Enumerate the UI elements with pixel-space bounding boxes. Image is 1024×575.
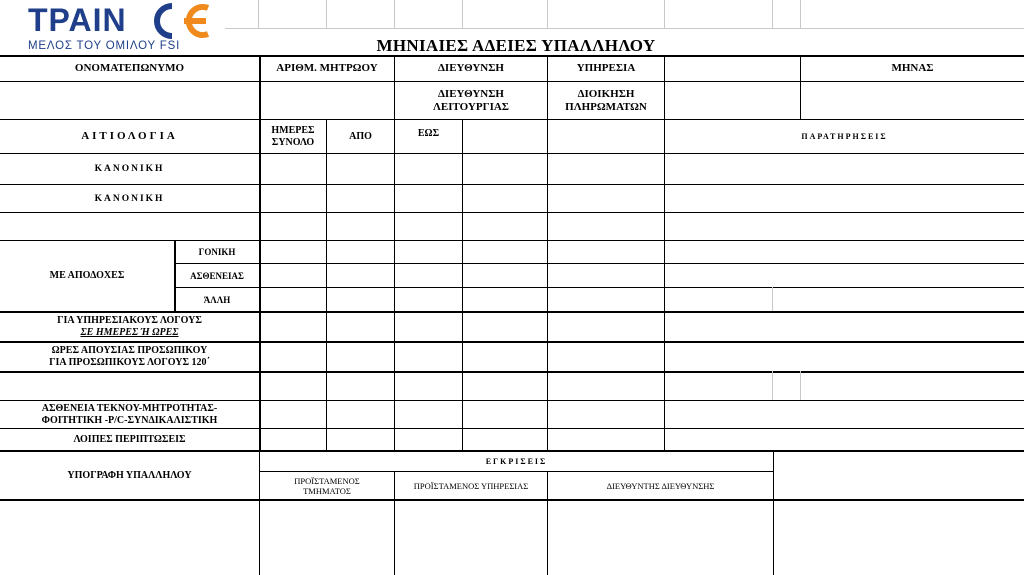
logo-mark-icon [152,2,212,40]
service-head-label: ΠΡΟΪΣΤΑΜΕΝΟΣ ΥΠΗΡΕΣΙΑΣ [413,480,529,491]
child-illness-line-1: ΑΣΘΕΝΕΙΑ ΤΕΚΝΟΥ-ΜΗΤΡΟΤΗΤΑΣ- [41,402,218,414]
days-total-header: ΗΜΕΡΕΣ ΣΥΝΟΛΟ [271,124,315,148]
personal-absence-label [0,343,259,371]
approvals-header: ΕΓΚΡΙΣΕΙΣ [485,457,548,466]
dept-head-label: ΠΡΟΪΣΤΑΜΕΝΟΣ ΤΜΗΜΑΤΟΣ [294,475,360,496]
month-field[interactable] [801,82,1024,119]
employee-signature-label: ΥΠΟΓΡΑΦΗ ΥΠΑΛΛΗΛΟΥ [67,469,192,481]
other-leave-label: ΆΛΛΗ [203,294,231,305]
service-header: ΥΠΗΡΕΣΙΑ [576,62,636,74]
logo-tagline: ΜΕΛΟΣ ΤΟΥ ΟΜΙΛΟΥ FSI [28,40,181,52]
name-field[interactable] [0,82,259,119]
regular-leave-row-2: ΚΑΝΟΝΙΚΗ [94,193,165,204]
dept-head-signature-box[interactable] [260,501,394,575]
regular-leave-row-1: ΚΑΝΟΝΙΚΗ [94,164,165,174]
service-reasons-line-1: ΓΙΑ ΥΠΗΡΕΣΙΑΚΟΥΣ ΛΟΓΟΥΣ [57,315,202,326]
month-header: ΜΗΝΑΣ [891,62,934,74]
directorate-value: ΔΙΕΥΘΥΝΣΗ ΛΕΙΤΟΥΡΓΙΑΣ [433,87,509,113]
logo-brand-text: ΤΡΑΙΝ [28,2,127,38]
personal-absence-line-1: ΩΡΕΣ ΑΠΟΥΣΙΑΣ ΠΡΟΣΩΠΙΚΟΥ [51,345,208,356]
child-illness-line-2: ΦΟΙΤΗΤΙΚΗ -Ρ/C-ΣΥΝΔΙΚΑΛΙΣΤΙΚΗ [41,414,218,426]
from-date-header: ΑΠΟ [349,130,372,142]
child-illness-label [0,401,259,428]
to-date-header: ΕΩΣ [417,128,440,139]
employee-signature-box[interactable] [0,501,259,575]
name-column-header: ΟΝΟΜΑΤΕΠΩΝΥΜΟ [74,62,185,74]
remarks-header: ΠΑΡΑΤΗΡΗΣΕΙΣ [801,132,888,141]
registry-number-header: ΑΡΙΘΜ. ΜΗΤΡΩΟΥ [276,62,378,74]
illness-leave-label: ΑΣΘΕΝΕΙΑΣ [190,270,244,281]
other-cases-label: ΛΟΙΠΕΣ ΠΕΡΙΠΤΩΣΕΙΣ [73,433,186,445]
director-signature-box[interactable] [548,501,773,575]
reason-column-header: ΑΙΤΙΟΛΟΓΙΑ [81,130,178,142]
directorate-header: ΔΙΕΥΘΥΝΣΗ [438,62,504,74]
service-reasons-line-2: ΣΕ ΗΜΕΡΕΣ Ή ΩΡΕΣ [80,327,179,338]
personal-absence-line-2: ΓΙΑ ΠΡΟΣΩΠΙΚΟΥΣ ΛΟΓΟΥΣ 120΄ [49,357,210,368]
form-title: ΜΗΝΙΑΙΕΣ ΑΔΕΙΕΣ ΥΠΑΛΛΗΛΟΥ [376,36,656,55]
paid-leave-group-label: ΜΕ ΑΠΟΔΟΧΕΣ [49,270,125,281]
registry-number-field[interactable] [260,82,394,119]
parental-leave-label: ΓΟΝΙΚΗ [198,247,236,257]
service-reasons-label [0,313,259,341]
service-value: ΔΙΟΙΚΗΣΗ ΠΛΗΡΩΜΑΤΩΝ [565,87,647,113]
director-label: ΔΙΕΥΘΥΝΤΗΣ ΔΙΕΥΘΥΝΣΗΣ [606,480,715,491]
service-head-signature-box[interactable] [395,501,547,575]
